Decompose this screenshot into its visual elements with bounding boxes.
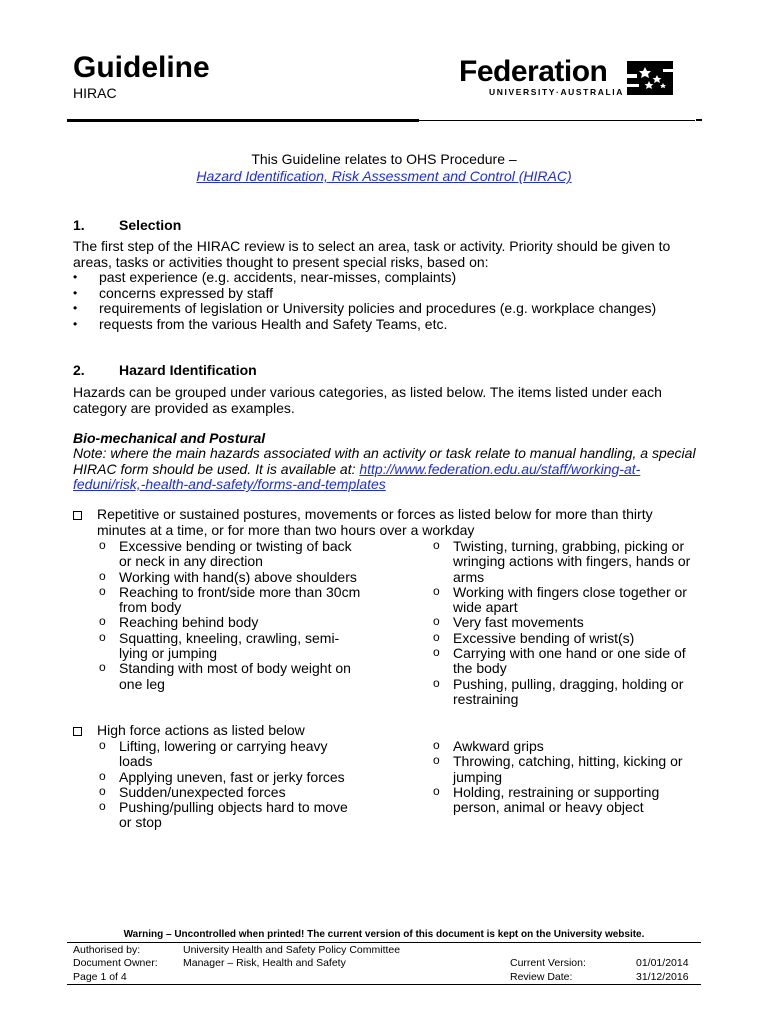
header-divider-thin bbox=[419, 120, 695, 121]
list-item: o Awkward grips bbox=[431, 739, 701, 754]
high-force-left-list bbox=[97, 739, 362, 831]
list-item: o Lifting, lowering or carrying heavy loads bbox=[97, 739, 362, 770]
version-label: Current Version: bbox=[510, 957, 586, 969]
checkbox-item-repetitive bbox=[73, 507, 703, 538]
document-type-title: Guideline bbox=[73, 51, 210, 84]
list-item: o Very fast movements bbox=[431, 615, 701, 630]
section-heading-hazard-identification bbox=[73, 362, 257, 379]
list-item: o Pushing, pulling, dragging, holding or restraining bbox=[431, 677, 701, 708]
list-item: o Squatting, kneeling, crawling, semi-lying or jumping bbox=[97, 631, 367, 662]
authorised-value: University Health and Safety Policy Committee bbox=[183, 944, 401, 956]
list-item: o Reaching behind body bbox=[97, 615, 367, 630]
list-item: o Working with fingers close together or wide apart bbox=[431, 585, 701, 616]
authorised-label: Authorised by: bbox=[73, 944, 141, 956]
hirac-procedure-link[interactable]: Hazard Identification, Risk Assessment and Control (HIRAC) bbox=[196, 168, 572, 184]
forms-templates-link[interactable]: http://www.federation.edu.au/staff/working-at-feduni/risk,-health-and-safety/forms-and-templates bbox=[73, 460, 641, 493]
logo-subtext: UNIVERSITY·AUSTRALIA bbox=[489, 87, 624, 97]
list-item: • concerns expressed by staff bbox=[73, 286, 701, 302]
intro-line: This Guideline relates to OHS Procedure – bbox=[251, 151, 517, 167]
list-item: o Carrying with one hand or one side of the body bbox=[431, 646, 701, 677]
header-divider bbox=[67, 119, 419, 122]
owner-value: Manager – Risk, Health and Safety bbox=[183, 957, 346, 969]
selection-bullet-list bbox=[73, 270, 701, 332]
federation-university-logo bbox=[459, 57, 679, 101]
uncontrolled-warning: Warning – Uncontrolled when printed! The current version of this document is kept on the University website. bbox=[123, 929, 645, 940]
list-item: o Standing with most of body weight on one leg bbox=[97, 661, 367, 692]
list-item: o Reaching to front/side more than 30cm from body bbox=[97, 585, 367, 616]
hazard-paragraph: Hazards can be grouped under various categories, as listed below. The items listed under each category are provided as examples. bbox=[73, 384, 662, 416]
bio-mechanical-heading: Bio-mechanical and Postural bbox=[73, 430, 266, 446]
high-force-right-list bbox=[431, 739, 701, 815]
list-item: o Applying uneven, fast or jerky forces bbox=[97, 770, 362, 785]
section-heading-selection bbox=[73, 217, 181, 234]
checkbox-item-high-force bbox=[73, 723, 703, 739]
list-item: o Twisting, turning, grabbing, picking or wringing actions with fingers, hands or arms bbox=[431, 539, 701, 585]
list-item: • requirements of legislation or University policies and procedures (e.g. workplace changes) bbox=[73, 301, 701, 317]
checkbox-square-icon bbox=[73, 727, 82, 736]
header-divider-end bbox=[696, 119, 702, 121]
list-item: o Holding, restraining or supporting person, animal or heavy object bbox=[431, 785, 701, 816]
version-value: 01/01/2014 bbox=[636, 957, 689, 969]
list-item: o Working with hand(s) above shoulders bbox=[97, 570, 367, 585]
repetitive-left-list bbox=[97, 539, 367, 692]
footer-bottom-divider bbox=[67, 984, 701, 985]
section-title: Selection bbox=[119, 217, 182, 233]
section-number: 1. bbox=[73, 217, 85, 233]
list-item: o Pushing/pulling objects hard to move or stop bbox=[97, 800, 362, 831]
intro-block bbox=[73, 151, 695, 185]
owner-label: Document Owner: bbox=[73, 957, 158, 969]
logo-flag-icon bbox=[627, 61, 673, 95]
repetitive-right-list bbox=[431, 539, 701, 707]
document-subtitle: HIRAC bbox=[73, 85, 117, 101]
list-item: o Sudden/unexpected forces bbox=[97, 785, 362, 800]
list-item: • requests from the various Health and Safety Teams, etc. bbox=[73, 317, 701, 333]
page-number: Page 1 of 4 bbox=[73, 971, 127, 983]
checkbox-item-text: Repetitive or sustained postures, movements or forces as listed below for more than thirty minutes at a time, or for more than two hours over a workday bbox=[97, 506, 653, 538]
list-item: o Excessive bending or twisting of back or neck in any direction bbox=[97, 539, 367, 570]
checkbox-item-text: High force actions as listed below bbox=[97, 722, 305, 738]
list-item: o Throwing, catching, hitting, kicking or jumping bbox=[431, 754, 701, 785]
selection-paragraph: The first step of the HIRAC review is to select an area, task or activity. Priority should be given to areas, tasks or activities thought to present special risks, based on: bbox=[73, 238, 671, 270]
logo-wordmark: Federation bbox=[459, 55, 608, 88]
list-item: o Excessive bending of wrist(s) bbox=[431, 631, 701, 646]
section-title: Hazard Identification bbox=[119, 362, 257, 378]
note-text: Note: where the main hazards associated with an activity or task relate to manual handling, a special HIRAC form should be used. It is available at: bbox=[73, 445, 696, 477]
review-label: Review Date: bbox=[510, 971, 573, 983]
section-number: 2. bbox=[73, 362, 85, 378]
bio-mechanical-note bbox=[73, 446, 703, 493]
footer-divider bbox=[67, 942, 701, 943]
review-value: 31/12/2016 bbox=[636, 971, 689, 983]
checkbox-square-icon bbox=[73, 511, 82, 520]
list-item: • past experience (e.g. accidents, near-misses, complaints) bbox=[73, 270, 701, 286]
